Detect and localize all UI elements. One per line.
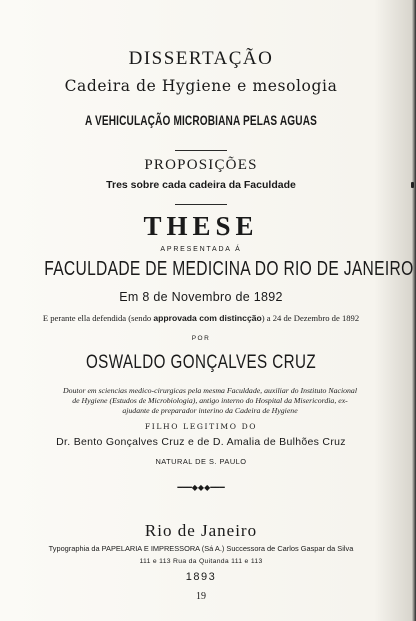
city-imprint: Rio de Janeiro <box>144 521 258 540</box>
these-title: THESE <box>143 211 259 241</box>
defense-suffix: ) a 24 de Dezembro de 1892 <box>261 313 360 323</box>
defense-approval: approvada com distincção <box>153 313 262 323</box>
scan-speck <box>411 182 414 188</box>
birthplace: NATURAL DE S. PAULO <box>155 457 247 466</box>
page-number: 19 <box>196 591 206 602</box>
apresentada-label: APRESENTADA Á <box>160 246 242 253</box>
proposicoes-heading: PROPOSIÇÕES <box>144 157 258 173</box>
ornament-divider: ━━━◆◆◆━━━ <box>177 483 225 492</box>
proposicoes-subtitle: Tres sobre cada cadeira da Faculdade <box>106 179 296 191</box>
divider-rule <box>175 150 227 151</box>
thesis-topic: A VEHICULAÇÃO MICROBIANA PELAS AGUAS <box>85 112 317 128</box>
parents-names: Dr. Bento Gonçalves Cruz e de D. Amalia de Bulhões Cruz <box>56 436 346 448</box>
printer-name: Typographia da PAPELARIA E IMPRESSORA (Sá A.) Successora de Carlos Gaspar da Silva <box>48 544 354 553</box>
por-label: POR <box>191 335 211 342</box>
publication-year: 1893 <box>185 571 217 583</box>
dissertacao-heading: DISSERTAÇÃO <box>128 48 274 69</box>
presentation-date: Em 8 de Novembro de 1892 <box>119 290 283 304</box>
defense-line <box>0 313 402 323</box>
author-credentials: Doutor em sciencias medico-cirurgicas pela mesma Faculdade, auxiliar do Instituto Nacional de Hygiene (Estudos de Microbiologia), antigo interno do Hospital da Misericordia, ex-ajudante de preparador interino da Cadeira de Hygiene <box>63 386 357 415</box>
divider-rule <box>175 204 227 205</box>
defense-prefix: E perante ella defendida (sendo <box>42 313 152 323</box>
cadeira-subtitle: Cadeira de Hygiene e mesologia <box>64 77 338 95</box>
filho-legitimo-label: FILHO LEGITIMO DO <box>144 422 258 431</box>
author-name: OSWALDO GONÇALVES CRUZ <box>85 352 317 373</box>
faculdade-name: FACULDADE DE MEDICINA DO RIO DE JANEIRO <box>44 258 414 280</box>
printer-address: 111 e 113 Rua da Quitanda 111 e 113 <box>139 558 263 565</box>
